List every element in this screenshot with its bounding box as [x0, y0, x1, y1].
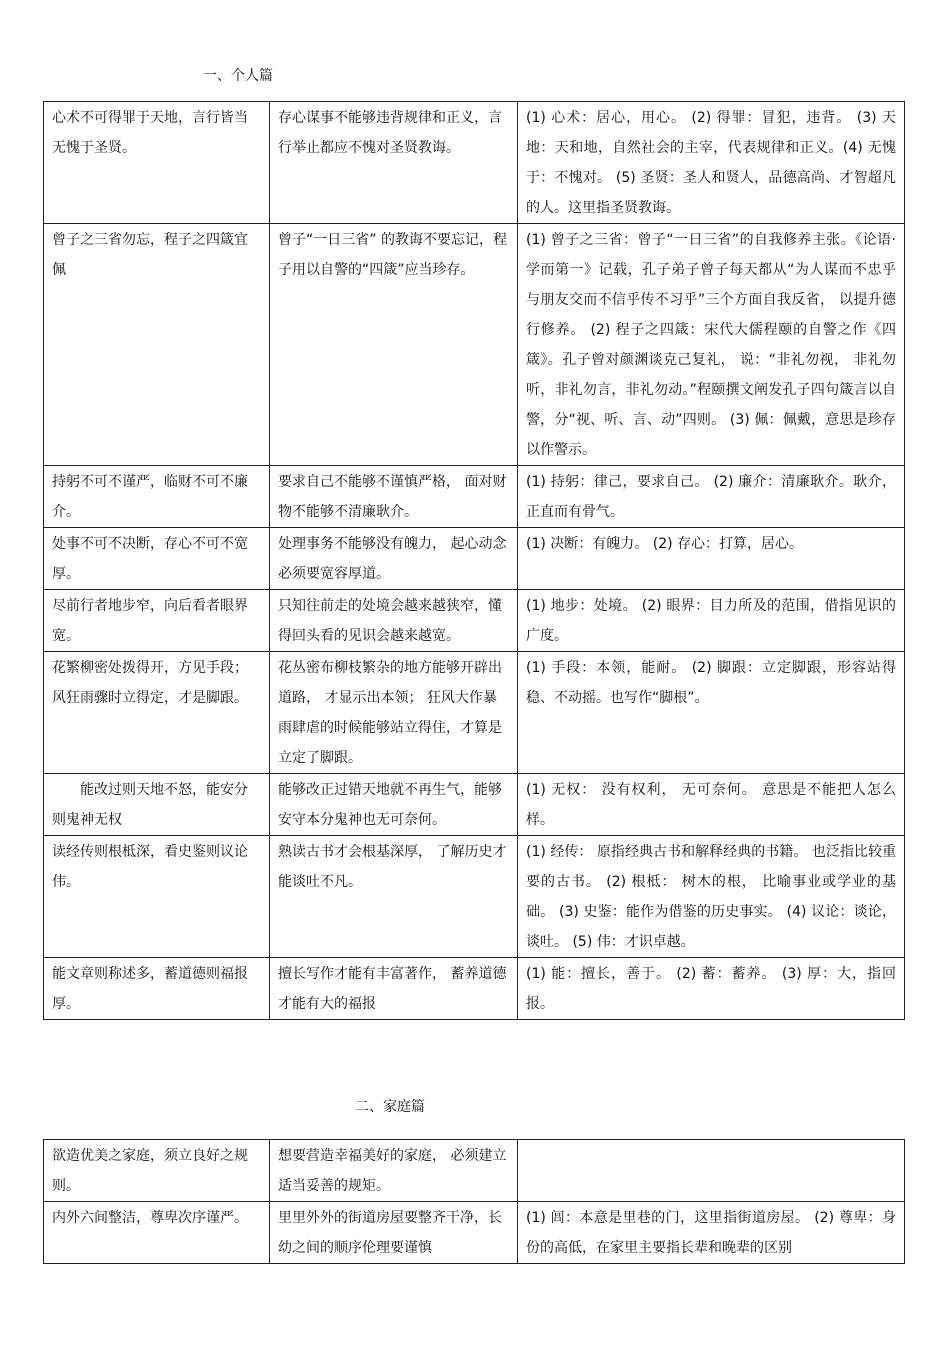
notes-cell: (1) 闾：本意是里巷的门，这里指街道房屋。 (2) 尊卑：身份的高低，在家里主要指长辈和晚辈的区别	[518, 1202, 905, 1264]
section-title-personal: 一、个人篇	[203, 68, 273, 84]
table-row	[44, 774, 905, 836]
translation-cell: 熟读古书才会根基深厚， 了解历史才能谈吐不凡。	[270, 836, 518, 958]
table-row	[44, 590, 905, 652]
section-title-family: 二、家庭篇	[355, 1099, 425, 1115]
family-table-body	[44, 1140, 905, 1264]
notes-cell	[518, 1140, 905, 1202]
personal-table	[43, 101, 905, 1020]
personal-table-body	[44, 102, 905, 1020]
notes-cell: (1) 曾子之三省：曾子“一日三省”的自我修养主张。《论语· 学而第一》记载，孔子弟子曾子每天都从“为人谋而不忠乎与朋友交而不信乎传不习乎”三个方面自我反省， 以提升德行修养。 (2) 程子之四箴：宋代大儒程颐的自警之作《四箴》。孔子曾对颜渊谈克己复礼， 说：“非礼勿视， 非礼勿听，非礼勿言，非礼勿动。”程颐撰文阐发孔子四句箴言以自警，分“视、听、言、动”四则。 (3) 佩：佩戴，意思是珍存以作警示。	[518, 224, 905, 466]
translation-cell: 存心谋事不能够违背规律和正义，言行举止都应不愧对圣贤教诲。	[270, 102, 518, 224]
table-row	[44, 528, 905, 590]
table-row	[44, 836, 905, 958]
translation-cell: 只知往前走的处境会越来越狭窄，懂得回头看的见识会越来越宽。	[270, 590, 518, 652]
original-text-cell: 内外六间整洁，尊卑次序谨严。	[44, 1202, 270, 1264]
family-table	[43, 1139, 905, 1264]
translation-cell: 花丛密布柳枝繁杂的地方能够开辟出道路， 才显示出本领； 狂风大作暴雨肆虐的时候能够站立得住，才算是立定了脚跟。	[270, 652, 518, 774]
notes-cell: (1) 决断：有魄力。 (2) 存心：打算，居心。	[518, 528, 905, 590]
translation-cell: 曾子“一日三省” 的教诲不要忘记，程子用以自警的“四箴”应当珍存。	[270, 224, 518, 466]
table-row	[44, 958, 905, 1020]
translation-cell: 里里外外的街道房屋要整齐干净，长幼之间的顺序伦理要谨慎	[270, 1202, 518, 1264]
original-text-cell: 欲造优美之家庭，须立良好之规则。	[44, 1140, 270, 1202]
table-row	[44, 102, 905, 224]
notes-cell: (1) 无权： 没有权利， 无可奈何。 意思是不能把人怎么样。	[518, 774, 905, 836]
translation-cell: 要求自己不能够不谨慎严格， 面对财物不能够不清廉耿介。	[270, 466, 518, 528]
notes-cell: (1) 心术：居心，用心。 (2) 得罪：冒犯，违背。 (3) 天地：天和地，自然社会的主宰，代表规律和正义。(4) 无愧于：不愧对。 (5) 圣贤：圣人和贤人，品德高尚、才智超凡的人。这里指圣贤教诲。	[518, 102, 905, 224]
notes-cell: (1) 地步：处境。 (2) 眼界：目力所及的范围，借指见识的广度。	[518, 590, 905, 652]
translation-cell: 处理事务不能够没有魄力， 起心动念必须要宽容厚道。	[270, 528, 518, 590]
original-text-cell: 能改过则天地不怒，能安分则鬼神无权	[44, 774, 270, 836]
original-text-cell: 能文章则称述多，蓄道德则福报厚。	[44, 958, 270, 1020]
original-text-cell: 持躬不可不谨严，临财不可不廉介。	[44, 466, 270, 528]
original-text-cell: 读经传则根柢深，看史鉴则议论伟。	[44, 836, 270, 958]
original-text-cell: 心术不可得罪于天地，言行皆当无愧于圣贤。	[44, 102, 270, 224]
table-row	[44, 652, 905, 774]
notes-cell: (1) 手段：本领，能耐。 (2) 脚跟：立定脚跟，形容站得稳、不动摇。也写作“脚根”。	[518, 652, 905, 774]
table-row	[44, 1202, 905, 1264]
translation-cell: 擅长写作才能有丰富著作， 蓄养道德才能有大的福报	[270, 958, 518, 1020]
table-row	[44, 466, 905, 528]
original-text-cell: 花繁柳密处拨得开，方见手段；风狂雨骤时立得定，才是脚跟。	[44, 652, 270, 774]
original-text-cell: 曾子之三省勿忘，程子之四箴宜佩	[44, 224, 270, 466]
notes-cell: (1) 能：擅长，善于。 (2) 蓄：蓄养。 (3) 厚：大，指回报。	[518, 958, 905, 1020]
translation-cell: 能够改正过错天地就不再生气，能够安守本分鬼神也无可奈何。	[270, 774, 518, 836]
table-row	[44, 1140, 905, 1202]
notes-cell: (1) 经传： 原指经典古书和解释经典的书籍。 也泛指比较重要的古书。 (2) 根柢： 树木的根， 比喻事业或学业的基础。 (3) 史鉴：能作为借鉴的历史事实。 (4) 议论：谈论，谈吐。 (5) 伟：才识卓越。	[518, 836, 905, 958]
translation-cell: 想要营造幸福美好的家庭， 必须建立适当妥善的规矩。	[270, 1140, 518, 1202]
original-text-cell: 处事不可不决断，存心不可不宽厚。	[44, 528, 270, 590]
notes-cell: (1) 持躬：律己，要求自己。 (2) 廉介：清廉耿介。耿介，正直而有骨气。	[518, 466, 905, 528]
original-text-cell: 尽前行者地步窄，向后看者眼界宽。	[44, 590, 270, 652]
table-row	[44, 224, 905, 466]
